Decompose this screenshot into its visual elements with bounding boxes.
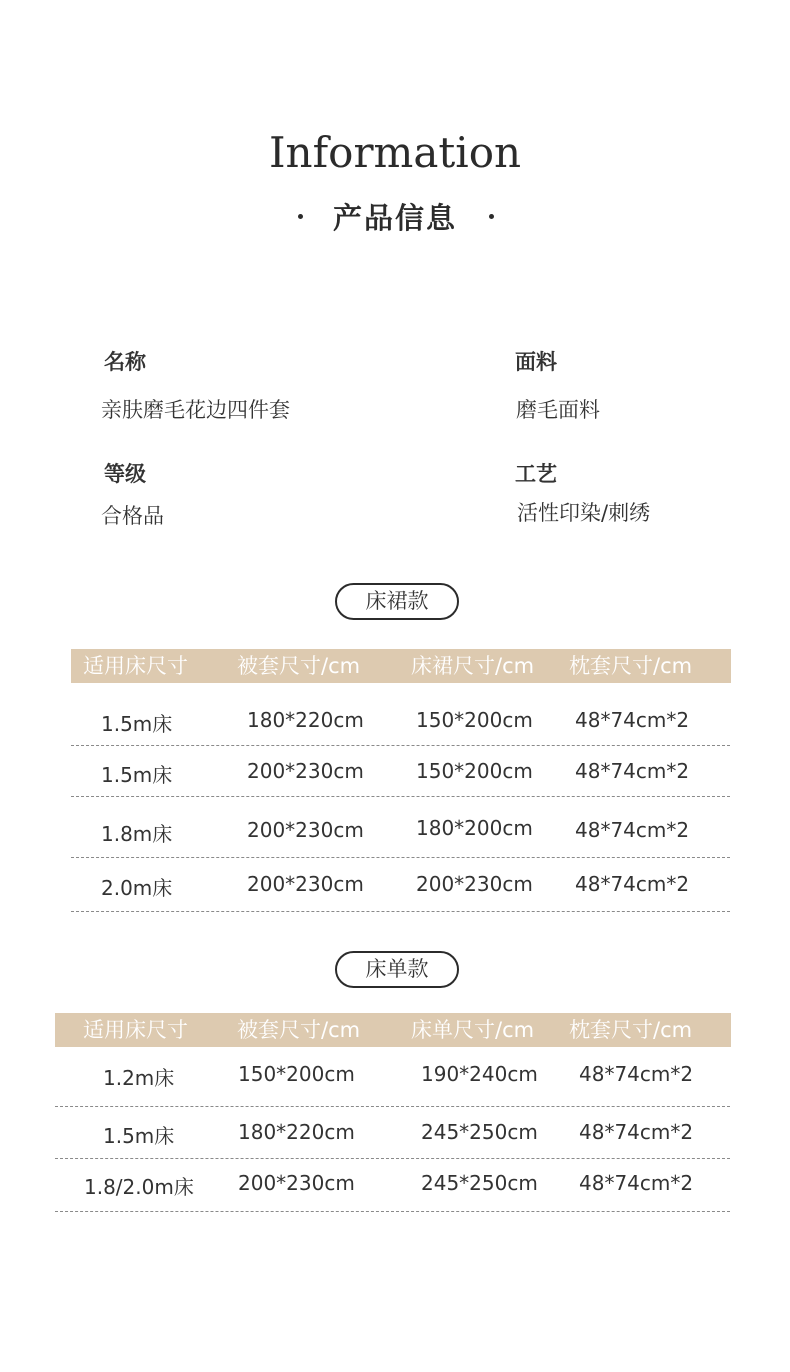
skirt-header-pillow-size: 枕套尺寸/cm: [569, 654, 693, 678]
sheet-row2-duvet: 180*220cm: [238, 1120, 355, 1144]
sheet-row2-bed: 1.5m床: [103, 1124, 175, 1148]
skirt-header-bed-size: 适用床尺寸: [83, 654, 188, 678]
sheet-header-pillow-size: 枕套尺寸/cm: [569, 1018, 693, 1042]
grade-value: 合格品: [101, 504, 164, 528]
skirt-row3-pillow: 48*74cm*2: [575, 818, 690, 842]
sheet-row2-pillow: 48*74cm*2: [579, 1120, 694, 1144]
skirt-row-divider: [71, 911, 730, 912]
grade-label: 等级: [104, 462, 146, 486]
sheet-row1-bed: 1.2m床: [103, 1066, 175, 1090]
sheet-table-header: [55, 1013, 731, 1047]
skirt-row1-bed: 1.5m床: [101, 712, 173, 736]
title-english: Information: [268, 128, 522, 177]
sheet-row1-pillow: 48*74cm*2: [579, 1062, 694, 1086]
skirt-row-divider: [71, 857, 730, 858]
sheet-row2-sheet: 245*250cm: [421, 1120, 538, 1144]
skirt-row2-bed: 1.5m床: [101, 763, 173, 787]
sheet-row3-pillow: 48*74cm*2: [579, 1171, 694, 1195]
skirt-row4-duvet: 200*230cm: [247, 872, 364, 896]
skirt-row3-duvet: 200*230cm: [247, 818, 364, 842]
name-value: 亲肤磨毛花边四件套: [101, 398, 290, 422]
name-label: 名称: [104, 350, 146, 374]
skirt-row3-bed: 1.8m床: [101, 822, 173, 846]
sheet-row-divider: [55, 1211, 730, 1212]
skirt-row2-pillow: 48*74cm*2: [575, 759, 690, 783]
fabric-value: 磨毛面料: [516, 398, 600, 422]
skirt-row2-duvet: 200*230cm: [247, 759, 364, 783]
skirt-row2-skirt: 150*200cm: [416, 759, 533, 783]
skirt-header-duvet-size: 被套尺寸/cm: [237, 654, 361, 678]
sheet-row-divider: [55, 1158, 730, 1159]
skirt-row4-bed: 2.0m床: [101, 876, 173, 900]
sheet-header-bed-size: 适用床尺寸: [83, 1018, 188, 1042]
skirt-header-skirt-size: 床裙尺寸/cm: [411, 654, 535, 678]
skirt-row1-skirt: 150*200cm: [416, 708, 533, 732]
skirt-row-divider: [71, 796, 730, 797]
craft-value: 活性印染/刺绣: [517, 501, 651, 525]
sheet-row3-duvet: 200*230cm: [238, 1171, 355, 1195]
sheet-row-divider: [55, 1106, 730, 1107]
skirt-row4-pillow: 48*74cm*2: [575, 872, 690, 896]
sheet-row3-sheet: 245*250cm: [421, 1171, 538, 1195]
skirt-row-divider: [71, 745, 730, 746]
sheet-section-title: 床单款: [335, 951, 459, 988]
skirt-section-title: 床裙款: [335, 583, 459, 620]
skirt-row3-skirt: 180*200cm: [416, 816, 533, 840]
skirt-row1-pillow: 48*74cm*2: [575, 708, 690, 732]
fabric-label: 面料: [515, 350, 557, 374]
sheet-header-duvet-size: 被套尺寸/cm: [237, 1018, 361, 1042]
sheet-row1-duvet: 150*200cm: [238, 1062, 355, 1086]
skirt-row4-skirt: 200*230cm: [416, 872, 533, 896]
title-chinese: 产品信息: [332, 201, 457, 235]
bullet-dot-right: [489, 214, 494, 219]
skirt-row1-duvet: 180*220cm: [247, 708, 364, 732]
sheet-row3-bed: 1.8/2.0m床: [84, 1175, 194, 1199]
sheet-header-sheet-size: 床单尺寸/cm: [411, 1018, 535, 1042]
craft-label: 工艺: [515, 462, 557, 486]
sheet-row1-sheet: 190*240cm: [421, 1062, 538, 1086]
skirt-table-header: [71, 649, 731, 683]
